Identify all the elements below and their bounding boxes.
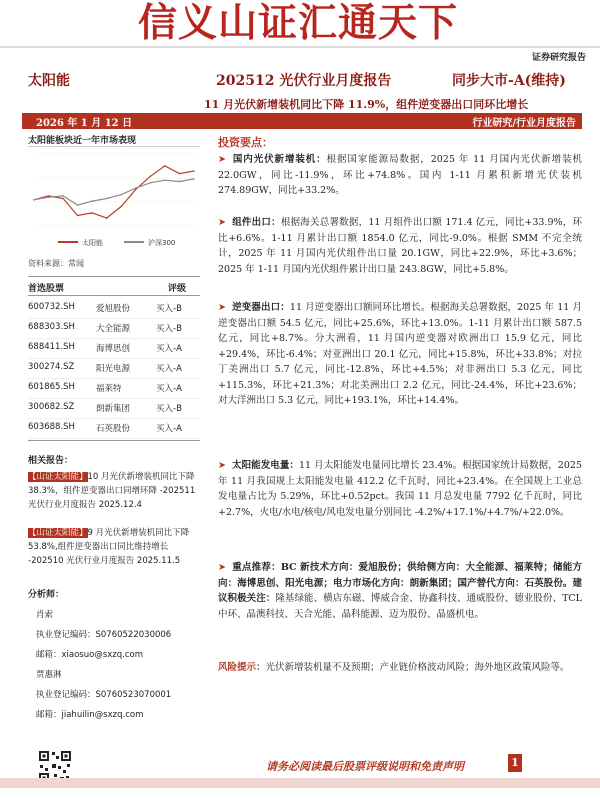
point-text: 11 月太阳能发电量同比增长 23.4%。根据国家统计局数据，2025 年 11 月我国规上太阳能发电量 412.2 亿千瓦时，同比+23.4%。在全国规上工业总发电量占比为 5.29%，环比+0.52pct。我国 11 月总发电量 7792 亿千瓦时，同比+2.7%，火电/水电/核电/风电发电量分别同比 -4.2%/+17.1%/+4.7%/+22.0%。: [218, 460, 582, 518]
chart-point: [91, 200, 93, 202]
chart-lines: [33, 165, 195, 219]
analyst-registration: 执业登记编码：S0760522030006: [36, 630, 172, 640]
stock-name: 福莱特: [96, 384, 122, 394]
stock-name: 海博思创: [96, 344, 131, 354]
stock-rating: 买入-A: [156, 424, 182, 434]
report-date: 2026 年 1 月 12 日: [36, 118, 133, 129]
related-report-text: 9 月光伏新增装机同比下降 53.8%,组件逆变器出口同比维持增长 -202510 光伏行业月度报告 2025.11.5: [28, 528, 190, 566]
analysts-title: 分析师：: [28, 590, 65, 600]
stock-code: 688303.SH: [28, 322, 75, 332]
stock-name: 朗新集团: [96, 404, 131, 414]
stock-row: [28, 418, 200, 439]
bullet-arrow-icon: ➤: [218, 562, 226, 573]
chart-point: [150, 176, 152, 178]
related-report-text: 10 月光伏新增装机同比下降 38.3%，组件逆变器出口同增环降 -202511 光伏行业月度报告 2025.12.4: [28, 472, 196, 510]
chart-point: [77, 215, 79, 217]
stock-row: [28, 318, 200, 339]
sector-label: 太阳能: [28, 73, 70, 89]
stock-code: 600732.SH: [28, 302, 75, 312]
stock-rating: 买入-B: [156, 324, 182, 334]
chart-point: [106, 198, 108, 200]
investment-highlights-title: 投资要点：: [218, 136, 273, 149]
point-domestic-installations: [218, 152, 582, 199]
chart-point: [91, 212, 93, 214]
chart-point: [106, 217, 108, 219]
analyst-name: 肖索: [36, 610, 54, 620]
chart-point: [121, 194, 123, 196]
chart-legend: [58, 238, 175, 247]
risk-warning: [218, 660, 582, 676]
report-type-label: 证券研究报告: [531, 53, 586, 63]
chart-point: [164, 165, 166, 167]
bullet-arrow-icon: ➤: [218, 217, 226, 228]
stock-name: 大全能源: [96, 324, 131, 334]
report-title: 202512 光伏行业月度报告: [216, 73, 392, 89]
chart-point: [77, 204, 79, 206]
legend-label-hs300: 沪深300: [148, 239, 176, 247]
point-heading: 重点推荐：BC 新技术方向：爱旭股份；供给侧方向：大全能源、福莱特；储能方向：海博思创、阳光电源；电力市场化方向：朗新集团；国产替代方向：石英股份。建议积极关注：: [218, 562, 582, 604]
related-report-tag: 【山证太阳能】: [28, 528, 88, 538]
chart-point: [62, 195, 64, 197]
point-heading: 国内光伏新增装机：: [231, 154, 327, 165]
chart-title: 太阳能板块近一年市场表现: [28, 136, 137, 146]
point-heading: 组件出口：: [231, 217, 281, 228]
point-solar-generation: [218, 458, 582, 520]
disclaimer-notice: 请务必阅读最后股票评级说明和免责声明: [266, 760, 464, 773]
stock-table-bottom-rule: [28, 440, 200, 441]
stock-row: [28, 378, 200, 399]
chart-point: [193, 178, 195, 180]
stock-header-pick: 首选股票: [28, 284, 65, 294]
stock-row: [28, 358, 200, 379]
stock-rating: 买入-A: [156, 384, 182, 394]
point-heading: 逆变器出口：: [231, 302, 290, 313]
report-subtitle: 11 月光伏新增装机同比下降 11.9%，组件逆变器出口同环比增长: [204, 98, 529, 111]
stock-name: 阳光电源: [96, 364, 131, 374]
stock-code: 300682.SZ: [28, 402, 75, 412]
point-inverter-exports: [218, 300, 582, 409]
report-category: 行业研究/行业月度报告: [472, 118, 576, 129]
stock-row: [28, 398, 200, 419]
bullet-arrow-icon: ➤: [218, 154, 226, 165]
chart-point: [33, 199, 35, 201]
chart-point: [62, 198, 64, 200]
stock-rating: 买入-B: [156, 404, 182, 414]
chart-point: [179, 173, 181, 175]
chart-point: [150, 182, 152, 184]
related-report[interactable]: [28, 526, 200, 568]
sector-rating: 同步大市-A(维持): [452, 73, 566, 89]
header-divider: [0, 46, 600, 48]
stock-rating: 买入-A: [156, 364, 182, 374]
point-recommendations: [218, 560, 582, 622]
analyst-email[interactable]: 邮箱：xiaosuo@sxzq.com: [36, 650, 143, 660]
stock-row: [28, 298, 200, 319]
chart-grid: [34, 154, 194, 226]
point-text: 11 月逆变器出口额同环比增长。根据海关总署数据，2025 年 11 月逆变器出口额 54.5 亿元，同比+25.6%，环比+13.0%。1-11 月累计出口额 587.5 亿元，同比+8.7%。分大洲看，11 月国内逆变器对欧洲出口 15.9 亿元，同比+29.4%，环比-6.4%；对亚洲出口 20.1 亿元，同比+15.8%，环比+33.8%；对拉丁美洲出口 5.7 亿元，同比-12.8%，环比+4.5%；对非洲出口 5.3 亿元，同比+115.3%，环比+21.3%；对北美洲出口 2.2 亿元，同比-24.4%，环比+23.6%；对大洋洲出口 5.3 亿元，同比+193.1%，环比+14.4%。: [218, 302, 582, 406]
point-text: 隆基绿能、横店东磁、博威合金、协鑫科技、通威股份、德业股份、TCL 中环、晶澳科技、天合光能、晶科能源、迈为股份、晶盛机电。: [218, 593, 582, 620]
analyst-email[interactable]: 邮箱：jiahuilin@sxzq.com: [36, 710, 144, 720]
stock-code: 601865.SH: [28, 382, 75, 392]
footer-bar: [0, 778, 600, 788]
related-reports-title: 相关报告：: [28, 456, 74, 466]
stock-table-top-rule: [28, 276, 200, 277]
stock-table-header-rule: [28, 295, 200, 296]
chart-point: [48, 196, 50, 198]
stock-rating: 买入-A: [156, 344, 182, 354]
bullet-arrow-icon: ➤: [218, 460, 226, 471]
related-report-tag: 【山证太阳能】: [28, 472, 88, 482]
stock-name: 石英股份: [96, 424, 131, 434]
related-report[interactable]: [28, 470, 200, 512]
stock-rating: 买入-B: [156, 304, 182, 314]
point-text: 根据海关总署数据，11 月组件出口额 171.4 亿元，同比+33.9%，环比+6.6%。1-11 月累计出口额 1854.0 亿元，同比-9.0%。根据 SMM 不完全统计，2025 年 11 月国内光伏组件出口量 20.1GW，同比+22.9%，环比+3.6%；2025 年 1-11 月国内光伏组件累计出口量 243.8GW，同比+5.8%。: [218, 217, 582, 275]
stock-row: [28, 338, 200, 359]
company-logo: 信义山证汇通天下: [138, 1, 458, 46]
chart-line-solar: [34, 166, 194, 218]
chart-point: [135, 187, 137, 189]
chart-line-hs300: [34, 179, 194, 205]
point-module-exports: [218, 215, 582, 277]
chart-source: 资料来源：常闻: [28, 259, 84, 268]
stock-code: 603688.SH: [28, 422, 75, 432]
chart-point: [193, 170, 195, 172]
chart-point: [179, 181, 181, 183]
risk-text: 光伏新增装机量不及预期；产业链价格波动风险；海外地区政策风险等。: [265, 662, 570, 673]
stock-name: 爱旭股份: [96, 304, 131, 314]
chart-point: [164, 179, 166, 181]
stock-header-rating: 评级: [168, 284, 187, 294]
analyst-registration: 执业登记编码：S0760523070001: [36, 690, 172, 700]
chart-point: [121, 206, 123, 208]
point-text: 根据国家能源局数据，2025 年 11 月国内光伏新增装机 22.0GW，同比-11.9%，环比+74.8%。国内 1-11 月累积新增光伏装机 274.89GW，同比+33.2%。: [218, 154, 582, 196]
analyst-name: 贾惠淋: [36, 670, 62, 680]
point-heading: 太阳能发电量：: [231, 460, 299, 471]
bullet-arrow-icon: ➤: [218, 302, 226, 313]
risk-heading: 风险提示：: [218, 662, 266, 673]
page-number: 1: [508, 754, 522, 772]
stock-code: 688411.SH: [28, 342, 75, 352]
legend-label-solar: 太阳能: [82, 239, 103, 247]
performance-chart: [28, 146, 200, 254]
stock-code: 300274.SZ: [28, 362, 75, 372]
